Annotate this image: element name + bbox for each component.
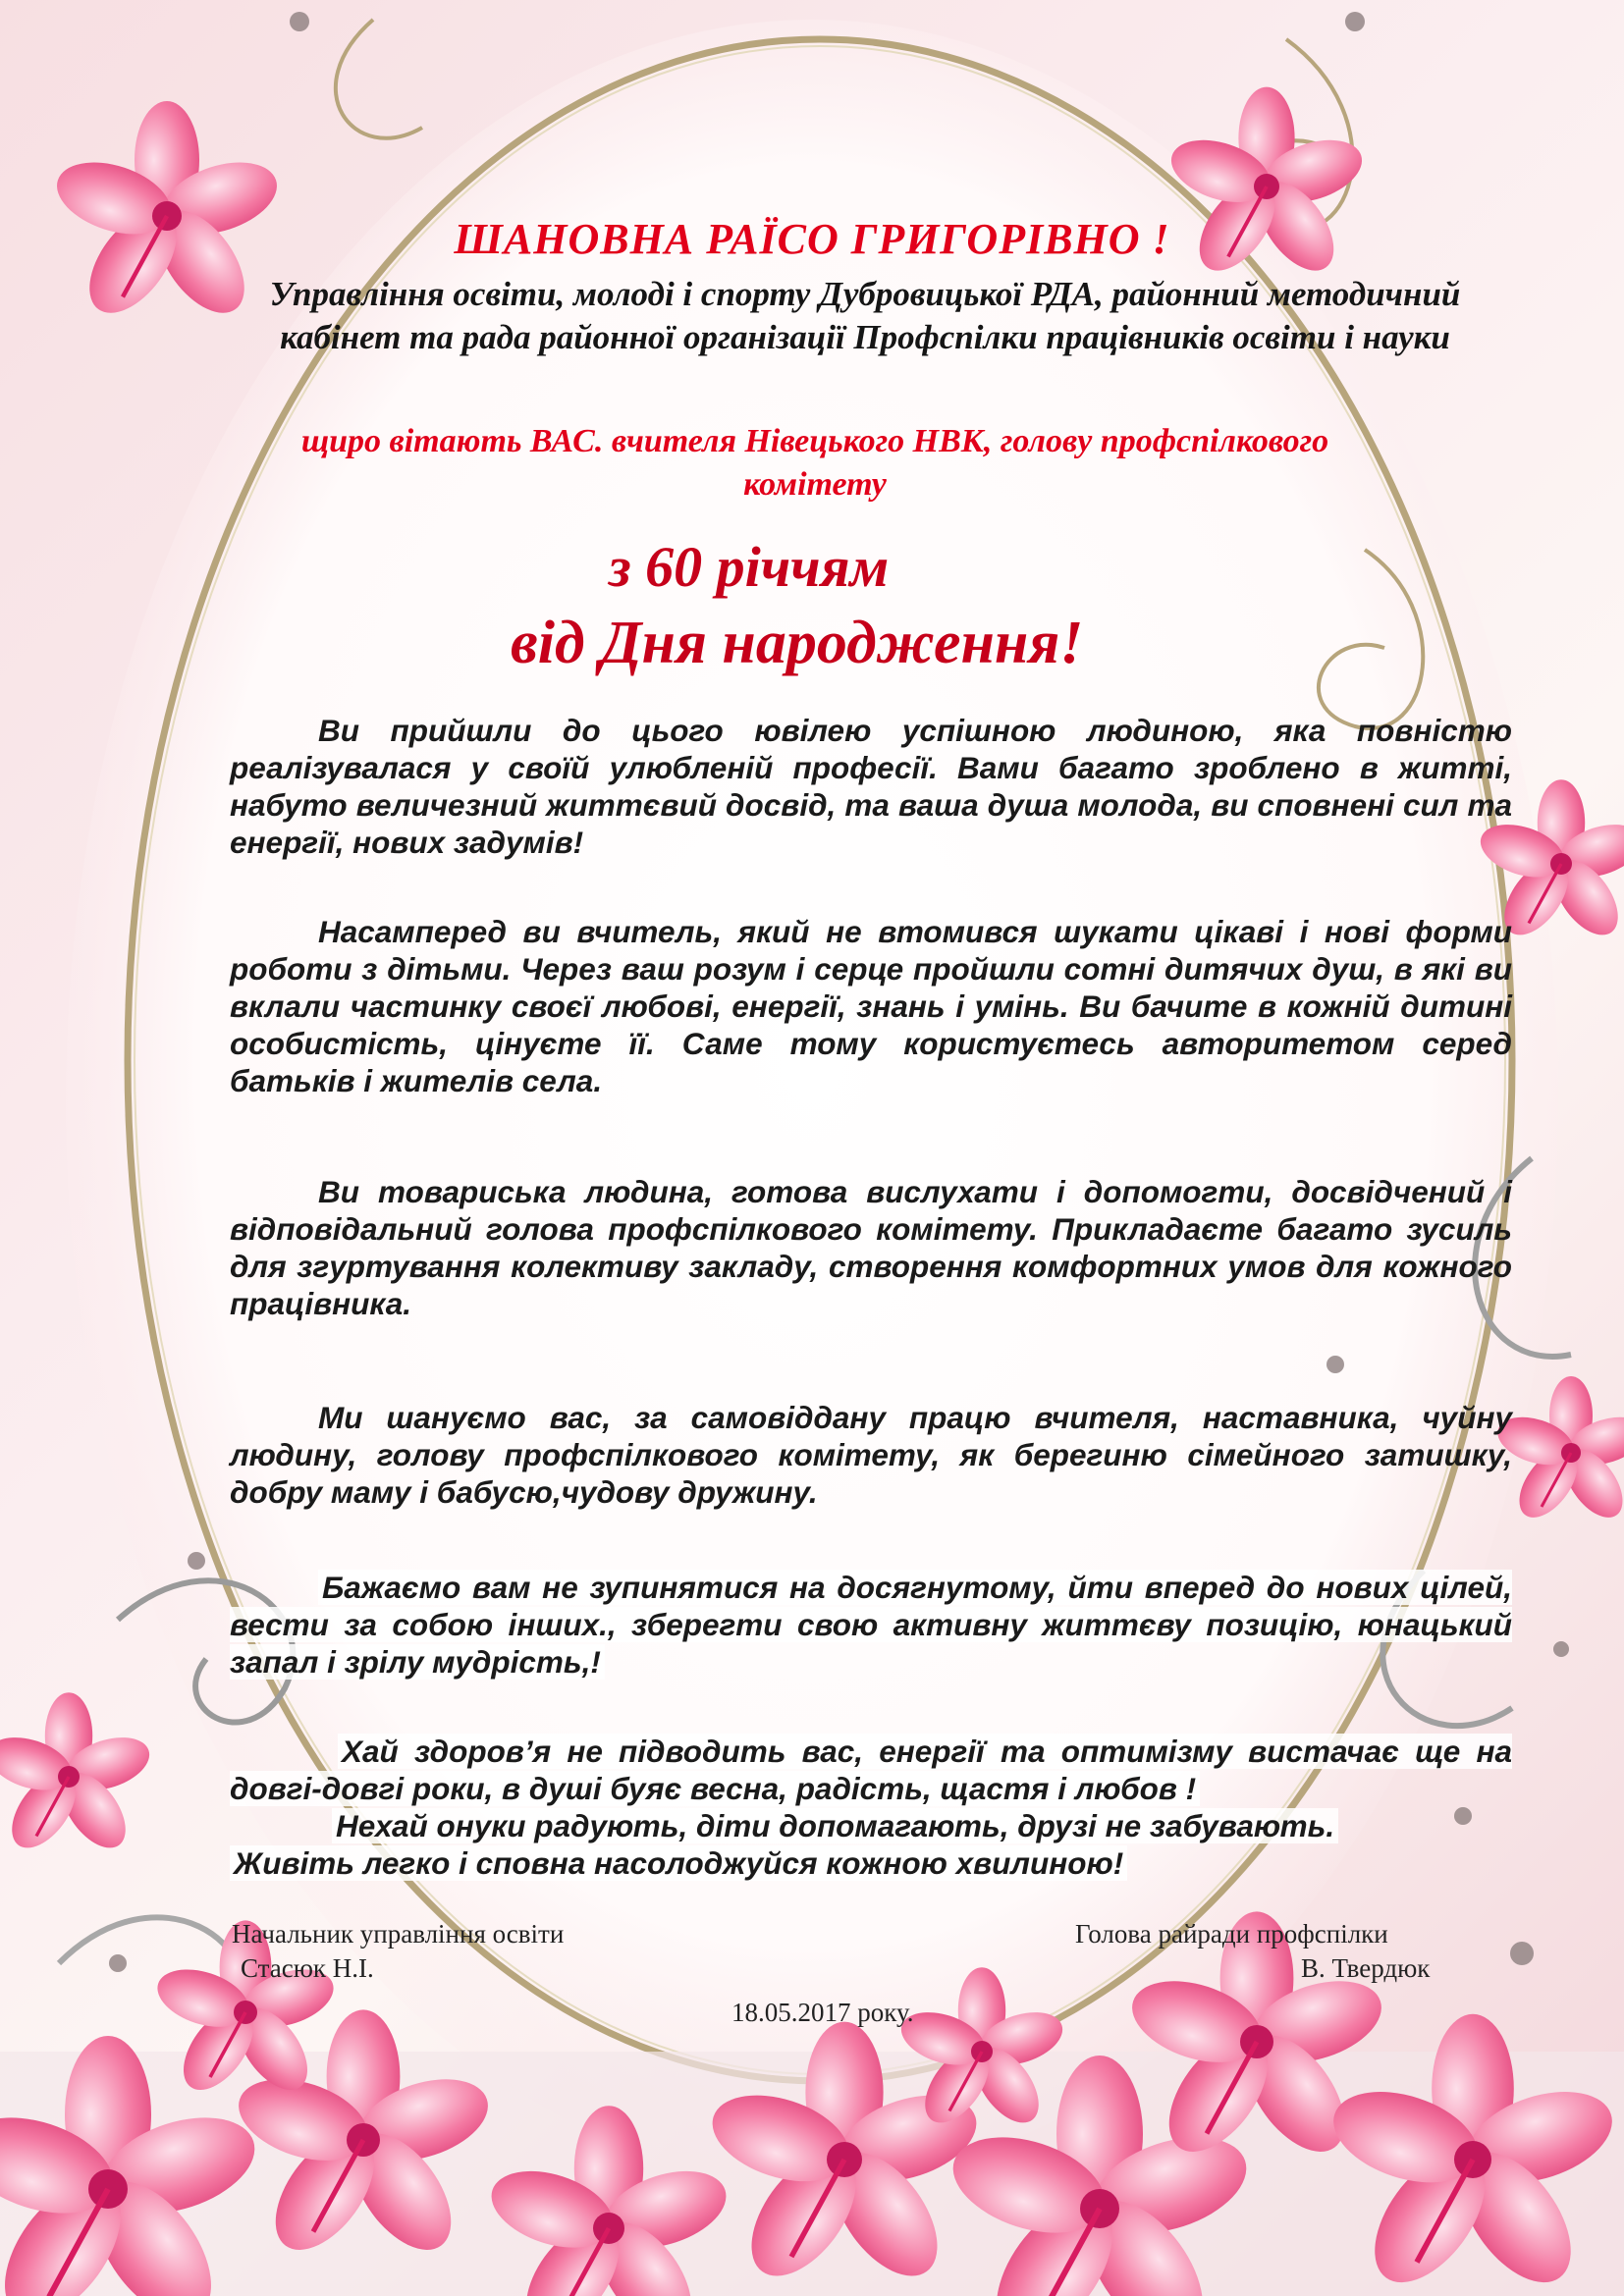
- closing-line-2-text: Нехай онуки радують, діти допомагають, друзі не забувають.: [332, 1808, 1338, 1843]
- congratulation-line: щиро вітають ВАС. вчителя Нівецького НВК, голову профспілкового комітету: [300, 423, 1329, 503]
- letter-date: 18.05.2017 року.: [731, 1998, 914, 2027]
- paragraph-success: Ви прийшли до цього ювілею успішною людиною, яка повністю реалізувалася у своїй улюбленій професії. Вами багато зроблено в житті, набуто величезний життєвий досвід, та ваша душа молода, ви сповнені сил та енергії, нових задумів!: [230, 713, 1512, 860]
- right-signatory-title: Голова райради профспілки: [1075, 1919, 1388, 1949]
- right-signatory-name: В. Твердюк: [1301, 1953, 1431, 1983]
- anniversary-title: з 60 річчям: [609, 535, 890, 599]
- paragraph-teacher: Насамперед ви вчитель, який не втомився шукати цікаві і нові форми роботи з дітьми. Через ваш розум і серце пройшли сотні дитячих душ, в які ви вклали частинку своєї любові, енергії, знань і умінь. Ви бачите в кожній дитині особистість, цінуєте її. Саме тому користуєтесь авторитетом серед батьків і жителів села.: [230, 914, 1512, 1098]
- closing-line-3-text: Живіть легко і сповна насолоджуйся кожною хвилиною!: [230, 1845, 1127, 1881]
- birthday-title: від Дня народження!: [511, 610, 1084, 676]
- closing-line-1-text: Хай здоров’я не підводить вас, енергії та оптимізму вистачає ще на довгі-довгі роки, в душі буяє весна, радість, щастя і любов !: [230, 1734, 1512, 1806]
- greeting-salutation: ШАНОВНА РАЇСО ГРИГОРІВНО !: [454, 215, 1170, 263]
- organizations-text: Управління освіти, молоді і спорту Дубровицької РДА, районний методичний кабінет та рада районної організації Профспілки працівників освіти і науки: [269, 275, 1461, 356]
- paragraph-wishes-text: Бажаємо вам не зупинятися на досягнутому, йти вперед до нових цілей, вести за собою інших., зберегти свою активну життєву позицію, юнацький запал і зрілу мудрість,!: [230, 1570, 1512, 1680]
- paragraph-union-head: Ви товариська людина, готова вислухати і допомогти, досвідчений і відповідальний голова профспілкового комітету. Прикладаєте багато зусиль для згуртування колективу закладу, створення комфортних умов для кожного працівника.: [230, 1174, 1512, 1321]
- paragraph-wishes: [230, 1569, 1512, 1681]
- paragraph-closing: [230, 1733, 1512, 1882]
- left-signatory-name: Стасюк Н.І.: [241, 1953, 374, 1983]
- left-signatory-title: Начальник управління освіти: [232, 1919, 565, 1949]
- closing-line-1: [230, 1733, 1512, 1807]
- closing-line-2: [230, 1807, 1512, 1844]
- closing-line-3: [230, 1844, 1512, 1882]
- paragraph-respect: Ми шануємо вас, за самовіддану працю вчителя, наставника, чуйну людину, голову профспілкового комітету, як берегиню сімейного затишку, добру маму і бабусю,чудову дружину.: [230, 1400, 1512, 1510]
